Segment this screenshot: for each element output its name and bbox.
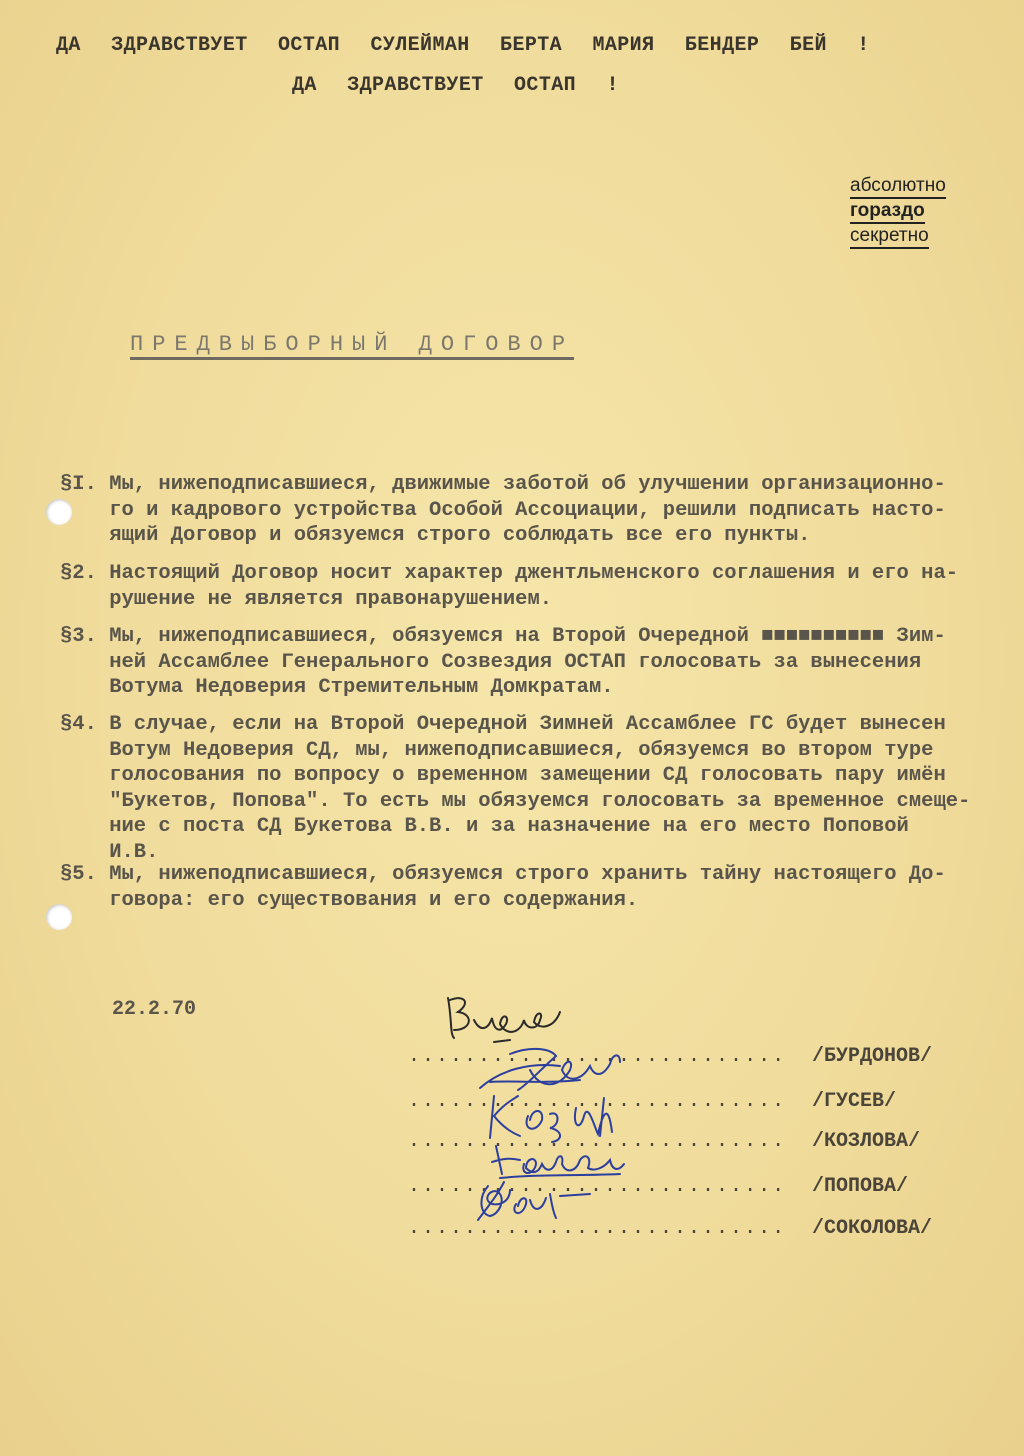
document-date: 22.2.70 bbox=[112, 998, 197, 1021]
paragraph-5 bbox=[60, 862, 980, 913]
paragraph-line: И.В. bbox=[60, 840, 159, 864]
paragraph-3 bbox=[60, 624, 980, 701]
paragraph-line: ней Ассамблее Генерального Созвездия ОСТАП голосовать за вынесения bbox=[60, 650, 922, 674]
header-line-2: ДА ЗДРАВСТВУЕТ ОСТАП ! bbox=[292, 74, 619, 97]
signatory-name: /СОКОЛОВА/ bbox=[812, 1217, 933, 1240]
paragraph-line: рушение не является правонарушением. bbox=[60, 587, 553, 611]
paragraph-line: §I. Мы, нижеподписавшиеся, движимые заботой об улучшении организационно- bbox=[60, 473, 946, 496]
signature-row bbox=[360, 1194, 933, 1263]
secrecy-stamp bbox=[850, 174, 946, 249]
paragraph-line: го и кадрового устройства Особой Ассоциации, решили подписать насто- bbox=[60, 498, 946, 522]
paragraph-line: голосования по вопросу о временном замещении СД голосовать пару имён bbox=[60, 764, 946, 787]
signatory-name: /КОЗЛОВА/ bbox=[812, 1130, 921, 1153]
signature-dots: ........................... bbox=[408, 1217, 787, 1240]
paragraph-line: ящий Договор и обязуемся строго соблюдать все его пункты. bbox=[60, 524, 811, 547]
paragraph-2 bbox=[60, 561, 980, 612]
paragraph-4 bbox=[60, 712, 980, 865]
paragraph-line: §3. Мы, нижеподписавшиеся, обязуемся на Второй Очередной ■■■■■■■■■■ Зим- bbox=[60, 625, 946, 648]
signature-dots: ........................... bbox=[408, 1130, 787, 1153]
stamp-line: секретно bbox=[850, 224, 929, 249]
document-title: ПРЕДВЫБОРНЫЙ ДОГОВОР bbox=[130, 332, 574, 360]
signatory-name: /ГУСЕВ/ bbox=[812, 1090, 897, 1113]
signature-dots: ........................... bbox=[408, 1045, 787, 1068]
stamp-line: абсолютно bbox=[850, 174, 946, 199]
stamp-line: гораздо bbox=[850, 199, 925, 224]
signatory-name: /БУРДОНОВ/ bbox=[812, 1045, 933, 1068]
paragraph-line: Вотума Недоверия Стремительным Домкратам. bbox=[60, 676, 614, 699]
paragraph-line: Вотум Недоверия СД, мы, нижеподписавшиеся, обязуемся во втором туре bbox=[60, 738, 934, 762]
header-line-1: ДА ЗДРАВСТВУЕТ ОСТАП СУЛЕЙМАН БЕРТА МАРИЯ БЕНДЕР БЕЙ ! bbox=[56, 34, 870, 57]
paragraph-1 bbox=[60, 472, 980, 549]
signature-dots: ........................... bbox=[408, 1090, 787, 1113]
signature-dots: ........................... bbox=[408, 1175, 787, 1198]
paragraph-line: §5. Мы, нижеподписавшиеся, обязуемся строго хранить тайну настоящего До- bbox=[60, 863, 946, 886]
paragraph-line: "Букетов, Попова". То есть мы обязуемся голосовать за временное смеще- bbox=[60, 789, 971, 813]
paragraph-line: §4. В случае, если на Второй Очередной Зимней Ассамблее ГС будет вынесен bbox=[60, 713, 946, 736]
signatory-name: /ПОПОВА/ bbox=[812, 1175, 909, 1198]
paragraph-line: ние с поста СД Букетова В.В. и за назначение на его место Поповой bbox=[60, 815, 909, 838]
paragraph-line: §2. Настоящий Договор носит характер джентльменского соглашения и его на- bbox=[60, 562, 959, 585]
paragraph-line: говора: его существования и его содержания. bbox=[60, 888, 639, 912]
